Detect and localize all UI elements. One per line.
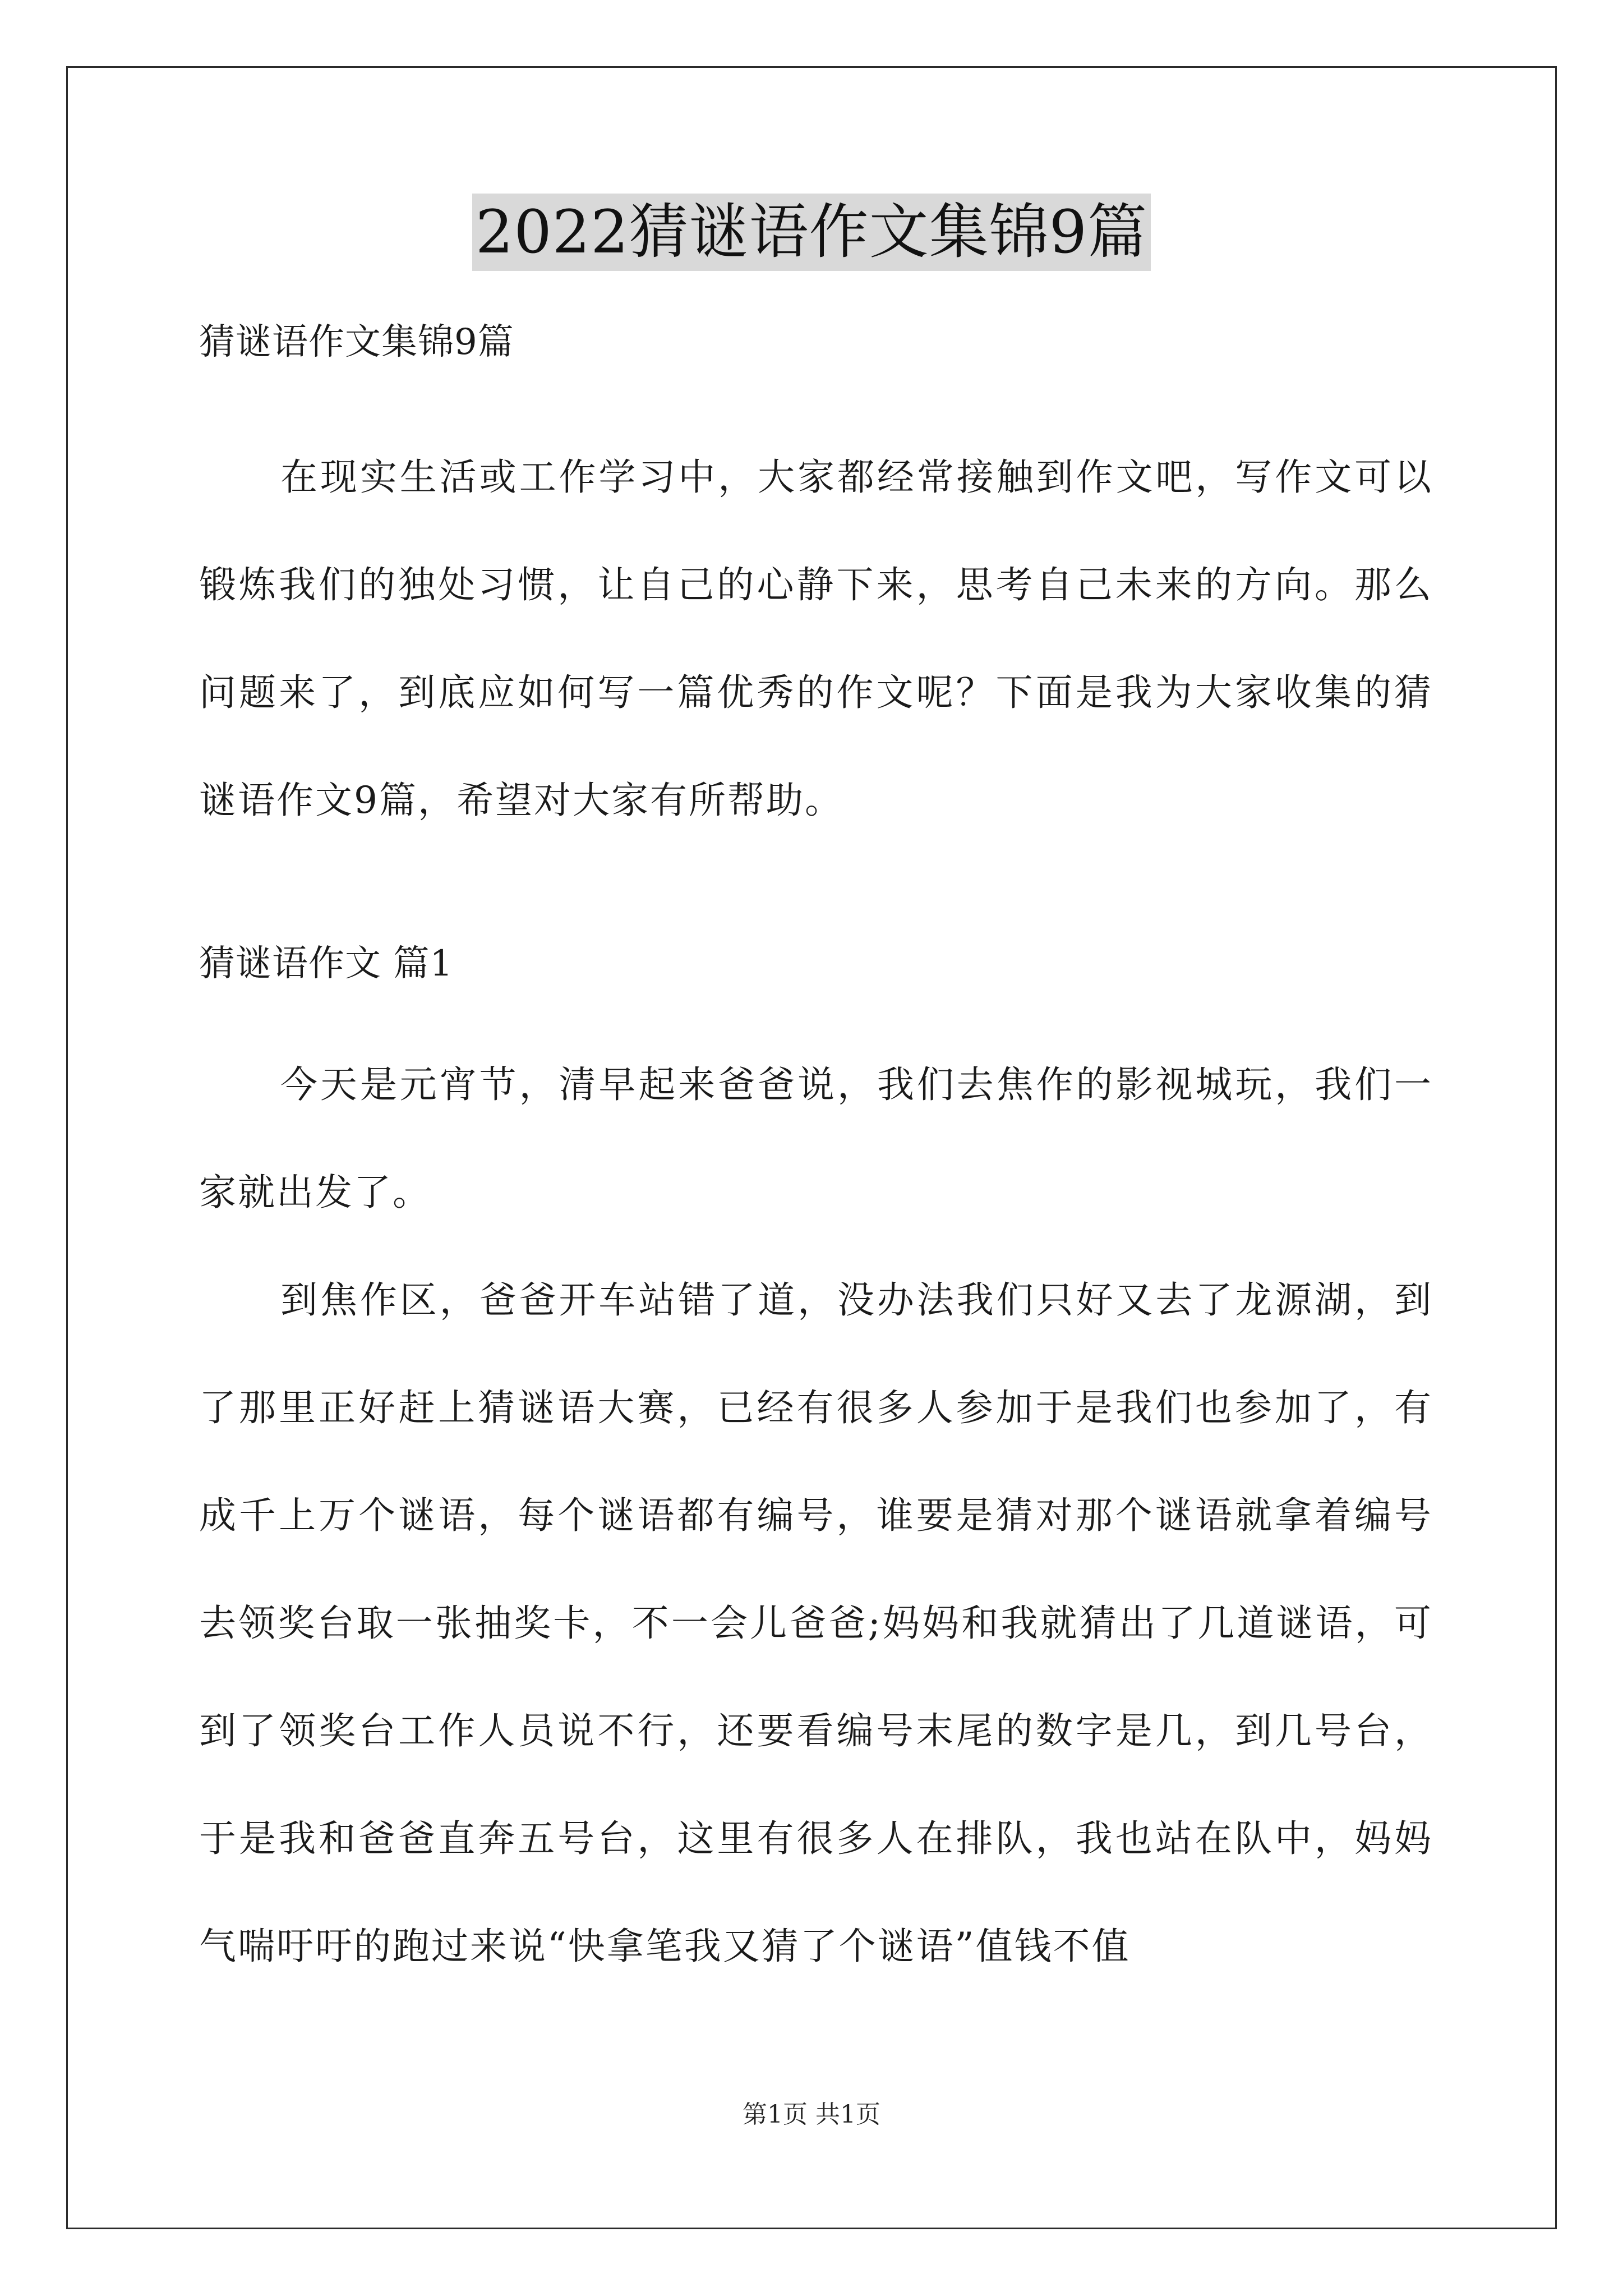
page-number: 第1页 共1页 bbox=[743, 2100, 880, 2129]
document-body bbox=[199, 320, 1433, 2000]
document-subtitle: 猜谜语作文集锦9篇 bbox=[199, 321, 514, 363]
section-heading: 猜谜语作文 篇1 bbox=[199, 943, 454, 984]
title-container bbox=[0, 194, 1623, 271]
body-paragraph: 到焦作区，爸爸开车站错了道，没办法我们只好又去了龙源湖，到了那里正好赶上猜谜语大赛，已经有很多人参加于是我们也参加了，有成千上万个谜语，每个谜语都有编号，谁要是猜对那个谜语就拿着编号去领奖台取一张抽奖卡，不一会儿爸爸;妈妈和我就猜出了几道谜语，可到了领奖台工作人员说不行，还要看编号末尾的数字是几，到几号台，于是我和爸爸直奔五号台，这里有很多人在排队，我也站在队中，妈妈气喘吁吁的跑过来说“快拿笔我又猜了个谜语”值钱不值 bbox=[199, 1278, 1433, 1968]
body-paragraph: 今天是元宵节，清早起来爸爸说，我们去焦作的影视城玩，我们一家就出发了。 bbox=[199, 1063, 1433, 1214]
intro-paragraph: 在现实生活或工作学习中，大家都经常接触到作文吧，写作文可以锻炼我们的独处习惯，让自己的心静下来，思考自己未来的方向。那么问题来了，到底应如何写一篇优秀的作文呢？下面是我为大家收集的猜谜语作文9篇，希望对大家有所帮助。 bbox=[199, 455, 1433, 822]
document-title: 2022猜谜语作文集锦9篇 bbox=[472, 194, 1151, 271]
